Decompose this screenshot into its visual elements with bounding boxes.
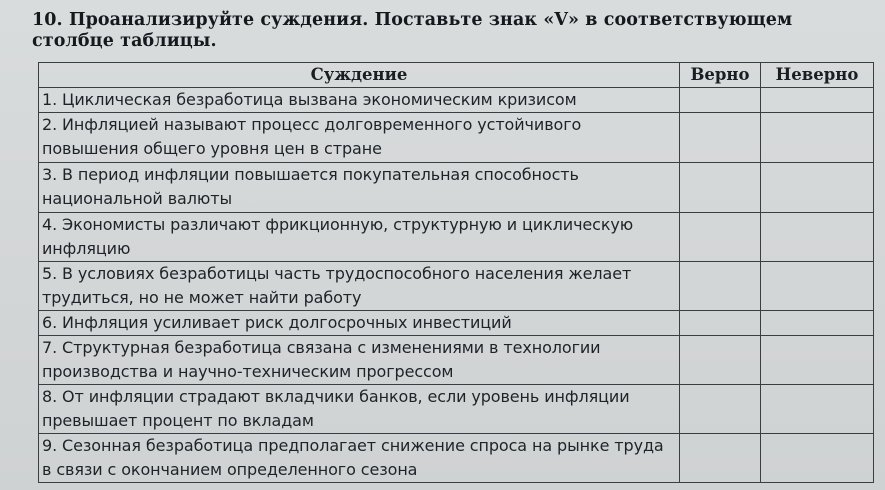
true-answer-cell[interactable] <box>680 336 761 385</box>
false-answer-cell[interactable] <box>761 311 874 336</box>
true-answer-cell[interactable] <box>680 213 761 262</box>
false-answer-cell[interactable] <box>761 163 874 213</box>
statement-cell: 3. В период инфляции повышается покупательная способность национальной валюты <box>39 163 680 213</box>
false-answer-cell[interactable] <box>761 88 874 113</box>
header-true: Верно <box>680 63 761 88</box>
statement-cell: 4. Экономисты различают фрикционную, структурную и циклическую инфляцию <box>39 213 680 262</box>
judgements-table <box>38 62 874 483</box>
header-statement: Суждение <box>39 63 680 88</box>
false-answer-cell[interactable] <box>761 213 874 262</box>
true-answer-cell[interactable] <box>680 385 761 434</box>
true-answer-cell[interactable] <box>680 163 761 213</box>
true-answer-cell[interactable] <box>680 113 761 163</box>
statement-cell: 1. Циклическая безработица вызвана экономическим кризисом <box>39 88 680 113</box>
true-answer-cell[interactable] <box>680 434 761 483</box>
statement-cell: 9. Сезонная безработица предполагает снижение спроса на рынке труда в связи с окончанием определенного сезона <box>39 434 680 483</box>
task-title: 10. Проанализируйте суждения. Поставьте знак «V» в соответствующем столбце таблицы. <box>32 10 793 51</box>
table-row <box>39 113 874 163</box>
statement-cell: 7. Структурная безработица связана с изменениями в технологии производства и научно-техническим прогрессом <box>39 336 680 385</box>
statement-cell: 2. Инфляцией называют процесс долговременного устойчивого повышения общего уровня цен в стране <box>39 113 680 163</box>
table-row <box>39 434 874 483</box>
statement-cell: 8. От инфляции страдают вкладчики банков, если уровень инфляции превышает процент по вкладам <box>39 385 680 434</box>
false-answer-cell[interactable] <box>761 385 874 434</box>
false-answer-cell[interactable] <box>761 113 874 163</box>
true-answer-cell[interactable] <box>680 262 761 311</box>
table-row <box>39 336 874 385</box>
statement-cell: 6. Инфляция усиливает риск долгосрочных инвестиций <box>39 311 680 336</box>
header-false: Неверно <box>761 63 874 88</box>
table-header-row <box>39 63 874 88</box>
table-row <box>39 385 874 434</box>
table-row <box>39 262 874 311</box>
true-answer-cell[interactable] <box>680 311 761 336</box>
false-answer-cell[interactable] <box>761 336 874 385</box>
table-row <box>39 163 874 213</box>
table-row <box>39 311 874 336</box>
table-row <box>39 213 874 262</box>
statement-cell: 5. В условиях безработицы часть трудоспособного населения желает трудиться, но не может найти работу <box>39 262 680 311</box>
true-answer-cell[interactable] <box>680 88 761 113</box>
false-answer-cell[interactable] <box>761 262 874 311</box>
table-row <box>39 88 874 113</box>
false-answer-cell[interactable] <box>761 434 874 483</box>
